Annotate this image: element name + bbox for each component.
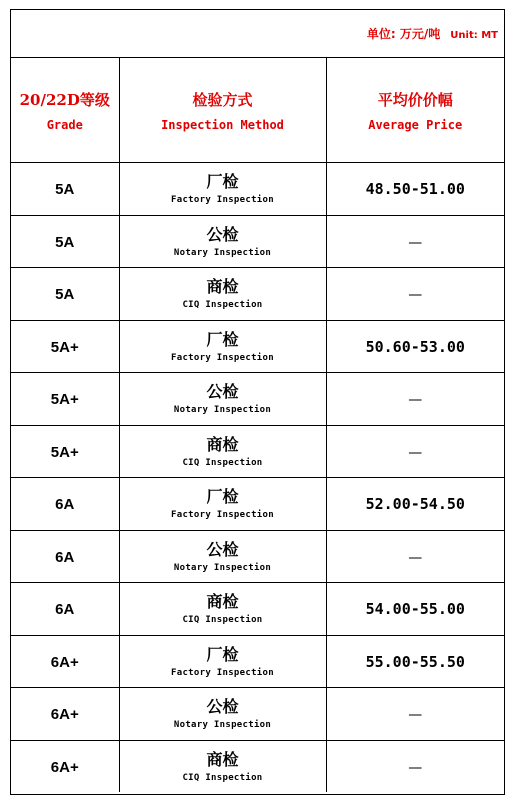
method-cell [119,583,326,636]
method-en: Notary Inspection [173,562,272,573]
grade-value: 6A+ [50,706,79,724]
method-cell [119,215,326,268]
price-cell [326,320,504,373]
method-cn: 商检 [206,434,239,454]
table-row [11,163,504,216]
grade-cell [11,635,119,688]
table-row [11,530,504,583]
method-en: Factory Inspection [171,352,274,363]
price-cell [326,530,504,583]
table-row [11,425,504,478]
grade-cell [11,583,119,636]
method-cn: 商检 [206,277,239,297]
grade-cell [11,478,119,531]
method-cn: 厂检 [206,644,239,664]
price-table-frame [10,9,505,795]
header-grade [11,58,119,163]
price-cell [326,268,504,321]
method-cn: 厂检 [206,172,239,192]
header-grade-cn: 20/22D等级 [19,90,110,109]
price-value: 55.00-55.50 [365,652,465,671]
price-cell [326,163,504,216]
price-table [11,58,504,792]
price-value: 54.00-55.00 [365,600,465,619]
grade-cell [11,373,119,426]
table-row [11,268,504,321]
grade-cell [11,688,119,741]
method-en: Factory Inspection [171,195,274,206]
method-cell [119,163,326,216]
unit-cn: 单位: 万元/吨 [366,27,441,41]
grade-value: 6A [55,548,75,566]
method-cell [119,740,326,792]
header-method [119,58,326,163]
method-cell [119,320,326,373]
table-header-row [11,58,504,163]
method-cn: 公检 [206,539,239,559]
method-cell [119,530,326,583]
header-method-en: Inspection Method [161,117,284,132]
price-value: 48.50-51.00 [365,180,465,199]
method-cell [119,688,326,741]
price-value: — [408,444,423,461]
grade-cell [11,163,119,216]
method-cn: 公检 [206,224,239,244]
price-cell [326,425,504,478]
header-price [326,58,504,163]
grade-value: 6A [55,496,75,514]
method-en: Factory Inspection [171,667,274,678]
table-row [11,478,504,531]
grade-cell [11,740,119,792]
price-value: — [408,234,423,251]
table-row [11,635,504,688]
grade-value: 6A+ [50,758,79,776]
method-en: CIQ Inspection [182,772,263,783]
method-cn: 厂检 [206,487,239,507]
grade-cell [11,530,119,583]
grade-value: 5A+ [50,443,79,461]
method-en: CIQ Inspection [182,457,263,468]
unit-en: Unit: MT [450,30,498,41]
header-price-cn: 平均价价幅 [377,90,453,109]
grade-value: 5A+ [50,391,79,409]
table-row [11,373,504,426]
price-cell [326,373,504,426]
grade-value: 5A+ [50,338,79,356]
grade-cell [11,320,119,373]
price-cell [326,478,504,531]
grade-value: 6A [55,601,75,619]
price-value: 50.60-53.00 [365,337,465,356]
method-en: CIQ Inspection [182,300,263,311]
price-value: — [408,707,423,724]
price-cell [326,740,504,792]
price-cell [326,583,504,636]
method-cell [119,478,326,531]
header-method-cn: 检验方式 [192,90,253,109]
method-cell [119,373,326,426]
header-grade-en: Grade [46,117,83,132]
method-en: Notary Inspection [173,247,272,258]
price-value: 52.00-54.50 [365,495,465,514]
price-value: — [408,287,423,304]
method-en: Notary Inspection [173,720,272,731]
grade-cell [11,268,119,321]
price-cell [326,635,504,688]
price-value: — [408,549,423,566]
method-cn: 商检 [206,592,239,612]
grade-value: 5A [55,233,75,251]
table-row [11,583,504,636]
method-cn: 公检 [206,697,239,717]
header-price-en: Average Price [368,117,463,132]
method-cell [119,268,326,321]
price-cell [326,215,504,268]
unit-label [367,25,498,42]
unit-row [11,10,504,58]
method-cell [119,635,326,688]
grade-cell [11,215,119,268]
method-en: CIQ Inspection [182,615,263,626]
price-value: — [408,392,423,409]
method-cn: 公检 [206,382,239,402]
grade-value: 5A [55,286,75,304]
method-en: Factory Inspection [171,510,274,521]
grade-cell [11,425,119,478]
grade-value: 6A+ [50,653,79,671]
table-row [11,320,504,373]
method-cell [119,425,326,478]
price-value: — [408,759,423,776]
grade-value: 5A [55,181,75,199]
method-cn: 厂检 [206,329,239,349]
method-cn: 商检 [206,749,239,769]
table-row [11,215,504,268]
table-row [11,740,504,792]
price-cell [326,688,504,741]
method-en: Notary Inspection [173,405,272,416]
table-row [11,688,504,741]
